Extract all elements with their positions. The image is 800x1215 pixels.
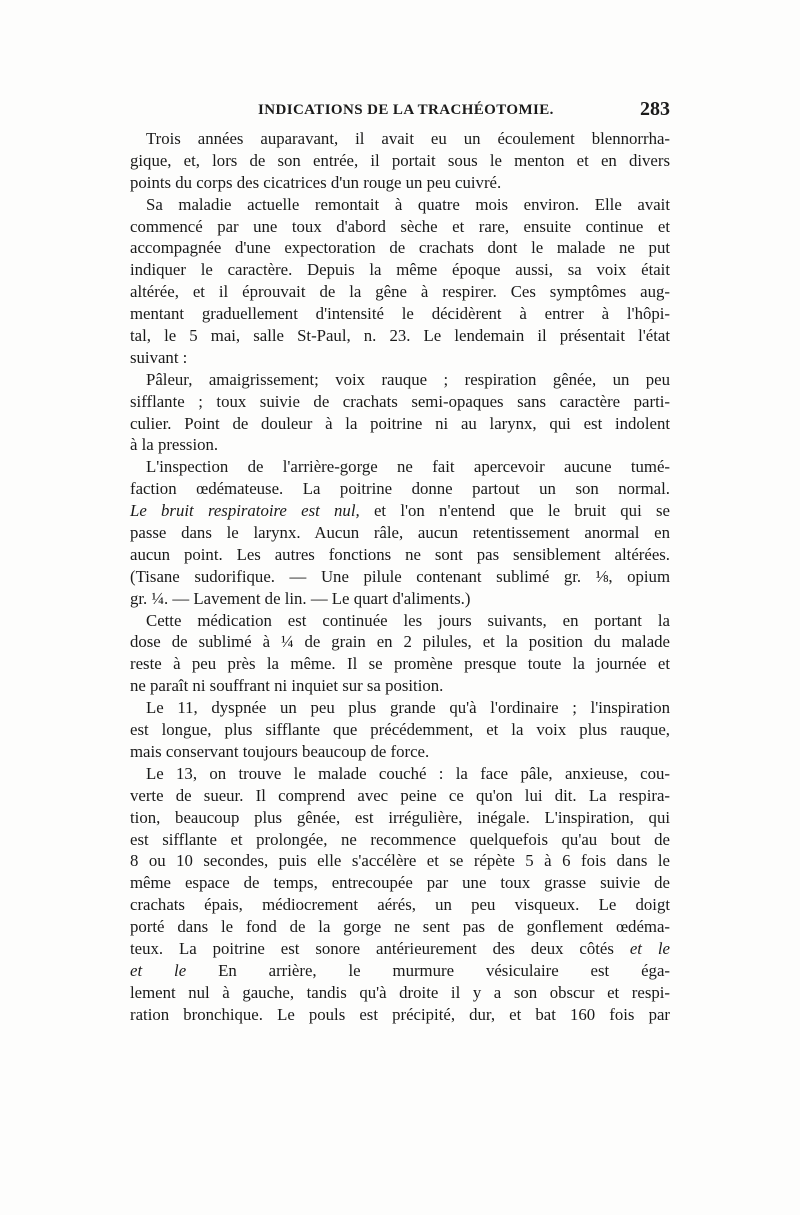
text-line: passe dans le larynx. Aucun râle, aucun retentissement anormal en (130, 523, 670, 543)
text-line: est sifflante et prolongée, ne recommence quelquefois qu'au bout de (130, 829, 670, 849)
text-line (130, 938, 670, 960)
text-line: à la pression. (130, 435, 219, 455)
text-line: Cette médication est continuée les jours suivants, en portant la (146, 610, 670, 630)
italic-segment: Le bruit respiratoire est nul, (130, 501, 360, 521)
text-line: ration bronchique. Le pouls est précipité, dur, et bat 160 fois par (130, 1004, 670, 1024)
text-line: mentant graduellement d'intensité le décidèrent à entrer à l'hôpi- (130, 304, 670, 324)
text-line: Pâleur, amaigrissement; voix rauque ; respiration gênée, un peu (146, 369, 670, 389)
text-line: même espace de temps, entrecoupée par une toux grasse suivie de (130, 873, 670, 893)
text-line: sifflante ; toux suivie de crachats semi-opaques sans caractère parti- (130, 391, 670, 411)
text-segment: teux. La poitrine est sonore antérieurement des deux côtés (130, 938, 614, 958)
text-line: tion, beaucoup plus gênée, est irrégulière, inégale. L'inspiration, qui (130, 807, 670, 827)
text-line (130, 960, 670, 982)
text-line: aucun point. Les autres fonctions ne sont pas sensiblement altérées. (130, 544, 670, 564)
page-header (130, 98, 670, 128)
text-line: porté dans le fond de la gorge ne sent pas de gonflement œdéma- (130, 917, 670, 937)
body-text (130, 128, 670, 1026)
text-line: Sa maladie actuelle remontait à quatre mois environ. Elle avait (146, 194, 670, 214)
text-line: est longue, plus sifflante que précédemment, et la voix plus rauque, (130, 720, 670, 740)
text-line: crachats épais, médiocrement aérés, un peu visqueux. Le doigt (130, 895, 670, 915)
text-line: accompagnée d'une expectoration de crachats dont le malade ne put (130, 238, 670, 258)
text-line: verte de sueur. Il comprend avec peine ce qu'on lui dit. La respira- (130, 785, 670, 805)
text-line: ne paraît ni souffrant ni inquiet sur sa position. (130, 676, 444, 696)
text-line: L'inspection de l'arrière-gorge ne fait apercevoir aucune tumé- (146, 457, 670, 477)
text-line: dose de sublimé à ¼ de grain en 2 pilules, et la position du malade (130, 632, 670, 652)
text-line: (Tisane sudorifique. — Une pilule contenant sublimé gr. ⅛, opium (130, 566, 670, 586)
text-line: altérée, et il éprouvait de la gêne à respirer. Ces symptômes aug- (130, 282, 670, 302)
text-line: Le 11, dyspnée un peu plus grande qu'à l'ordinaire ; l'inspiration (146, 698, 670, 718)
text-segment: faction œdémateuse. La poitrine donne partout un son normal. (130, 479, 670, 499)
running-head: INDICATIONS DE LA TRACHÉOTOMIE. (258, 102, 554, 118)
text-line (130, 478, 670, 500)
page-number: 283 (640, 98, 670, 120)
text-line: indiquer le caractère. Depuis la même époque aussi, sa voix était (130, 260, 670, 280)
text-line (130, 500, 670, 522)
text-line: gr. ¼. — Lavement de lin. — Le quart d'aliments.) (130, 588, 471, 608)
text-line: culier. Point de douleur à la poitrine ni au larynx, qui est indolent (130, 413, 670, 433)
text-segment: En arrière, le murmure vésiculaire est éga- (218, 960, 670, 980)
text-line: reste à peu près la même. Il se promène presque toute la journée et (130, 654, 670, 674)
text-line: suivant : (130, 347, 188, 367)
text-line: lement nul à gauche, tandis qu'à droite il y a son obscur et respi- (130, 982, 670, 1002)
text-line: tal, le 5 mai, salle St-Paul, n. 23. Le lendemain il présentait l'état (130, 326, 670, 346)
text-line: gique, et, lors de son entrée, il portait sous le menton et en divers (130, 150, 670, 170)
text-line: points du corps des cicatrices d'un rouge un peu cuivré. (130, 172, 502, 192)
text-line: Trois années auparavant, il avait eu un écoulement blennorrha- (146, 129, 670, 148)
text-line: mais conservant toujours beaucoup de force. (130, 741, 430, 761)
text-line: commencé par une toux d'abord sèche et rare, ensuite continue et (130, 216, 670, 236)
italic-segment: et le (629, 938, 670, 958)
text-segment: et l'on n'entend que le bruit qui se (373, 501, 670, 521)
italic-segment: et le (130, 960, 187, 980)
text-line: 8 ou 10 secondes, puis elle s'accélère et se répète 5 à 6 fois dans le (130, 851, 670, 871)
text-line: Le 13, on trouve le malade couché : la face pâle, anxieuse, cou- (146, 763, 670, 783)
